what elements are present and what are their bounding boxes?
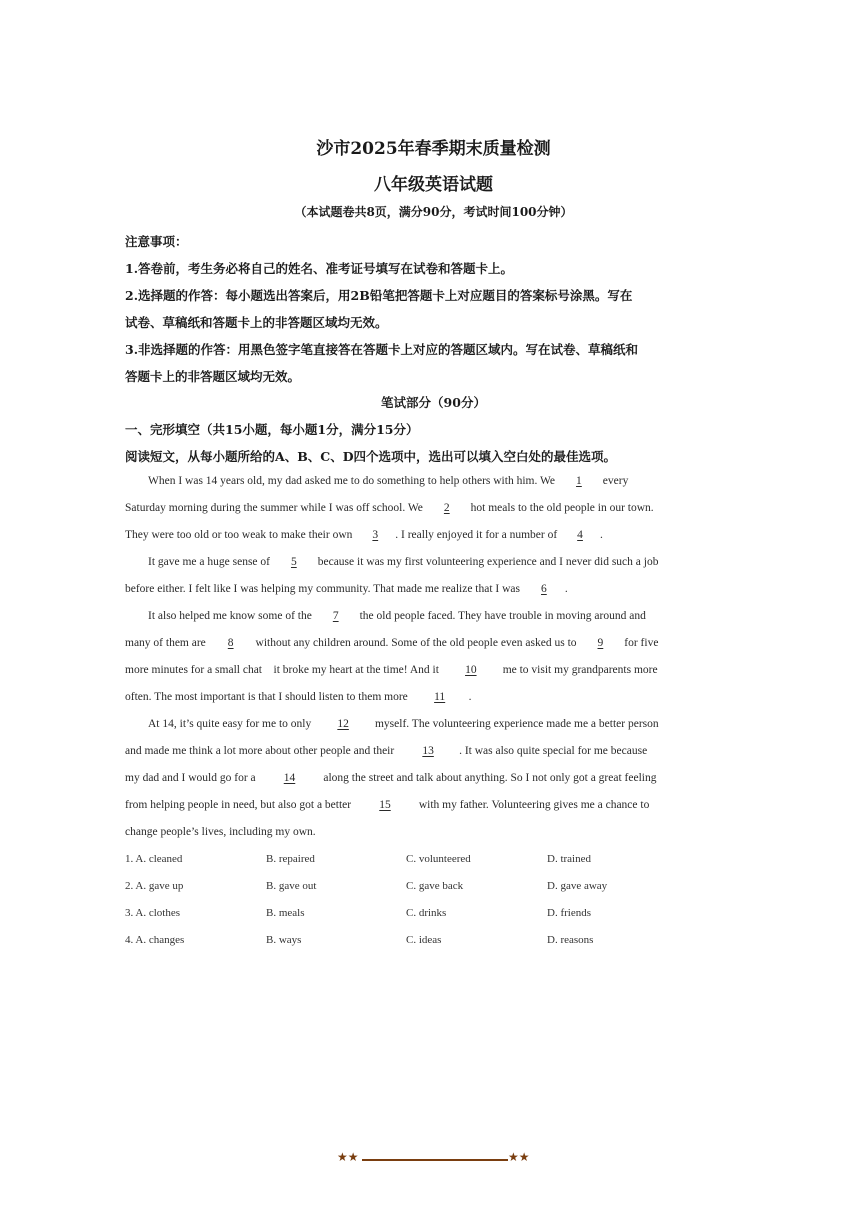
blank-1: 1 <box>576 475 582 487</box>
passage-line: It also helped me know some of the 7 the old people faced. They have trouble in moving around and <box>148 610 646 622</box>
exam-title: 沙市2025年春季期末质量检测 <box>316 139 551 159</box>
blank-14: 14 <box>283 772 296 784</box>
passage-line: my dad and I would go for a 14 along the street and talk about anything. So I not only got a great feeling <box>125 772 657 784</box>
exam-info: （本试题卷共8页，满分90分，考试时间100分钟） <box>294 205 573 219</box>
passage-line: more minutes for a small chat it broke my heart at the time! And it 10 me to visit my grandparents more <box>125 664 658 676</box>
blank-7: 7 <box>332 610 339 622</box>
question-4-option-a: 4. A. changes <box>125 934 185 946</box>
exam-subtitle: 八年级英语试题 <box>374 175 493 195</box>
notice-item-3-line-2: 答题卡上的非答题区域均无效。 <box>125 369 301 384</box>
blank-5: 5 <box>290 556 297 568</box>
question-3-option-a: 3. A. clothes <box>125 907 180 919</box>
question-2-option-c: C. gave back <box>406 880 464 892</box>
question-3-option-b: B. meals <box>266 907 305 919</box>
passage-line: many of them are 8 without any children around. Some of the old people even asked us to 9 for five <box>125 637 659 649</box>
question-1-option-d: D. trained <box>547 853 591 865</box>
section-title: 笔试部分（90分） <box>381 395 486 410</box>
notice-item-2-line-2: 试卷、草稿纸和答题卡上的非答题区域均无效。 <box>125 315 388 330</box>
passage-line: It gave me a huge sense of 5 because it was my first volunteering experience and I never did such a job <box>148 556 659 568</box>
question-4-option-d: D. reasons <box>547 934 594 946</box>
notice-item-2-line-1: 2.选择题的作答：每小题选出答案后，用2B铅笔把答题卡上对应题目的答案标号涂黑。写在 <box>125 288 633 303</box>
question-1-option-c: C. volunteered <box>406 853 471 865</box>
blank-3: 3 <box>372 529 379 541</box>
footer-divider <box>362 1159 508 1161</box>
footer-ornament <box>337 1152 533 1168</box>
passage-line: Saturday morning during the summer while I was off school. We 2 hot meals to the old people in our town. <box>125 502 654 514</box>
question-1-option-b: B. repaired <box>266 853 315 865</box>
passage-line: At 14, it’s quite easy for me to only 12 myself. The volunteering experience made me a better person <box>148 718 659 730</box>
blank-12: 12 <box>337 718 349 730</box>
passage-line: often. The most important is that I should listen to them more 11 . <box>125 691 472 703</box>
passage-line: When I was 14 years old, my dad asked me to do something to help others with him. We 1 every <box>148 475 629 487</box>
star-icon: ★★ <box>337 1150 359 1164</box>
blank-2: 2 <box>443 502 450 514</box>
part-one-heading: 一、完形填空（共15小题，每小题1分，满分15分） <box>125 422 419 437</box>
star-icon: ★★ <box>508 1150 530 1164</box>
blank-10: 10 <box>465 664 477 676</box>
passage-line: They were too old or too weak to make their own 3 . I really enjoyed it for a number of 4 . <box>125 529 603 541</box>
notice-item-3-line-1: 3.非选择题的作答：用黑色签字笔直接答在答题卡上对应的答题区域内。写在试卷、草稿纸和 <box>125 342 639 357</box>
blank-8: 8 <box>227 637 234 649</box>
question-2-option-a: 2. A. gave up <box>125 880 184 892</box>
notice-item-1: 1.答卷前，考生务必将自己的姓名、准考证号填写在试卷和答题卡上。 <box>125 261 514 276</box>
blank-4: 4 <box>577 529 583 541</box>
question-1-option-a: 1. A. cleaned <box>125 853 183 865</box>
notice-heading: 注意事项： <box>125 234 188 249</box>
passage-line: change people’s lives, including my own. <box>125 826 316 838</box>
blank-6: 6 <box>541 583 547 595</box>
part-one-instruction: 阅读短文，从每小题所给的A、B、C、D四个选项中，选出可以填入空白处的最佳选项。 <box>125 449 617 464</box>
question-4-option-c: C. ideas <box>406 934 442 946</box>
passage-line: before either. I felt like I was helping my community. That made me realize that I was 6 . <box>125 583 568 595</box>
blank-15: 15 <box>379 799 391 811</box>
question-3-option-d: D. friends <box>547 907 591 919</box>
passage-line: and made me think a lot more about other people and their 13 . It was also quite special for me because <box>125 745 648 757</box>
question-2-option-d: D. gave away <box>547 880 608 892</box>
question-2-option-b: B. gave out <box>266 880 317 892</box>
blank-13: 13 <box>422 745 434 757</box>
passage-line: from helping people in need, but also got a better 15 with my father. Volunteering gives me a chance to <box>125 799 650 811</box>
blank-9: 9 <box>597 637 604 649</box>
blank-11: 11 <box>434 691 446 703</box>
question-4-option-b: B. ways <box>266 934 302 946</box>
question-3-option-c: C. drinks <box>406 907 447 919</box>
